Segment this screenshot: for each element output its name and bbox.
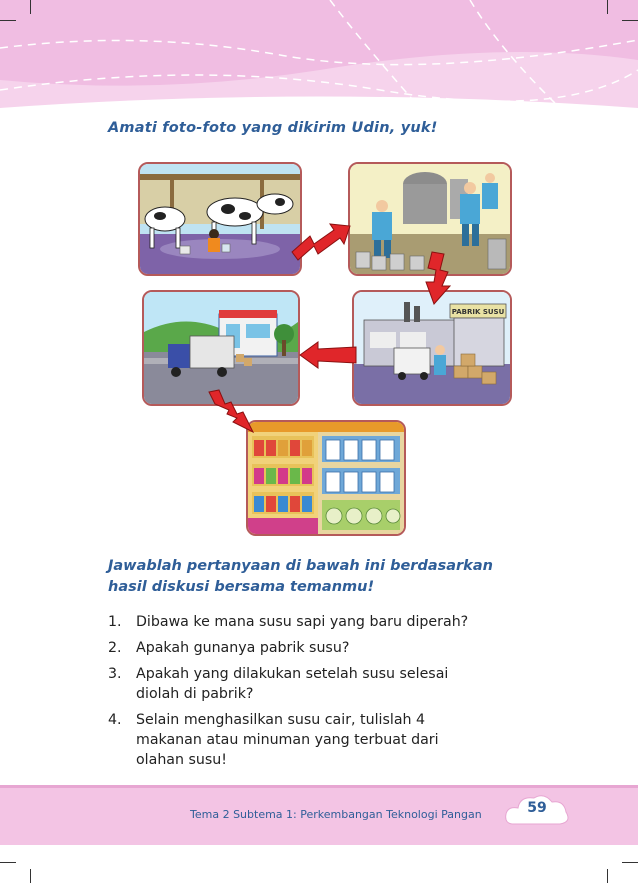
question-text: Apakah yang dilakukan setelah susu selesai — [136, 666, 449, 682]
photo-milk-factory — [352, 290, 512, 406]
crop-mark — [622, 20, 638, 21]
crop-mark — [607, 869, 608, 883]
arrow-delivery-to-store-icon — [205, 388, 255, 434]
question-text: Dibawa ke mana susu sapi yang baru diperah? — [136, 614, 469, 630]
question-item — [108, 710, 538, 770]
question-text: Selain menghasilkan susu cair, tulislah 4 — [136, 712, 426, 728]
question-list — [108, 612, 538, 776]
dairy-farm-illustration — [140, 164, 300, 274]
question-text: Apakah gunanya pabrik susu? — [136, 640, 350, 656]
milk-factory-illustration — [354, 292, 510, 404]
question-item — [108, 612, 538, 632]
question-text: makanan atau minuman yang terbuat dari — [136, 732, 439, 748]
questions-heading-line: Jawablah pertanyaan di bawah ini berdasarkan — [108, 558, 493, 574]
question-number: 4. — [108, 712, 122, 728]
photo-dairy-farm — [138, 162, 302, 276]
page-heading: Amati foto-foto yang dikirim Udin, yuk! — [108, 120, 438, 136]
questions-heading-line: hasil diskusi bersama temanmu! — [108, 579, 375, 595]
arrow-processing-to-factory-icon — [418, 250, 458, 306]
crop-mark — [30, 0, 31, 14]
crop-mark — [0, 20, 16, 21]
question-text: diolah di pabrik? — [136, 686, 254, 702]
supermarket-shelves-illustration — [248, 422, 404, 534]
arrow-farm-to-processing-icon — [290, 222, 352, 262]
photo-supermarket-shelves — [246, 420, 406, 536]
question-text: olahan susu! — [136, 752, 227, 768]
arrow-factory-to-delivery-icon — [298, 340, 358, 370]
question-number: 3. — [108, 666, 122, 682]
crop-mark — [607, 0, 608, 14]
question-item — [108, 638, 538, 658]
crop-mark — [622, 862, 638, 863]
question-number: 2. — [108, 640, 122, 656]
header-decorative-band — [0, 0, 638, 108]
question-item — [108, 664, 538, 704]
page-number: 59 — [527, 800, 547, 816]
questions-heading — [108, 556, 548, 598]
crop-mark — [0, 862, 16, 863]
question-number: 1. — [108, 614, 122, 630]
factory-sign-text: PABRIK SUSU — [451, 308, 505, 316]
crop-mark — [30, 869, 31, 883]
footer-subtheme-title: Tema 2 Subtema 1: Perkembangan Teknologi Pangan — [190, 808, 482, 821]
